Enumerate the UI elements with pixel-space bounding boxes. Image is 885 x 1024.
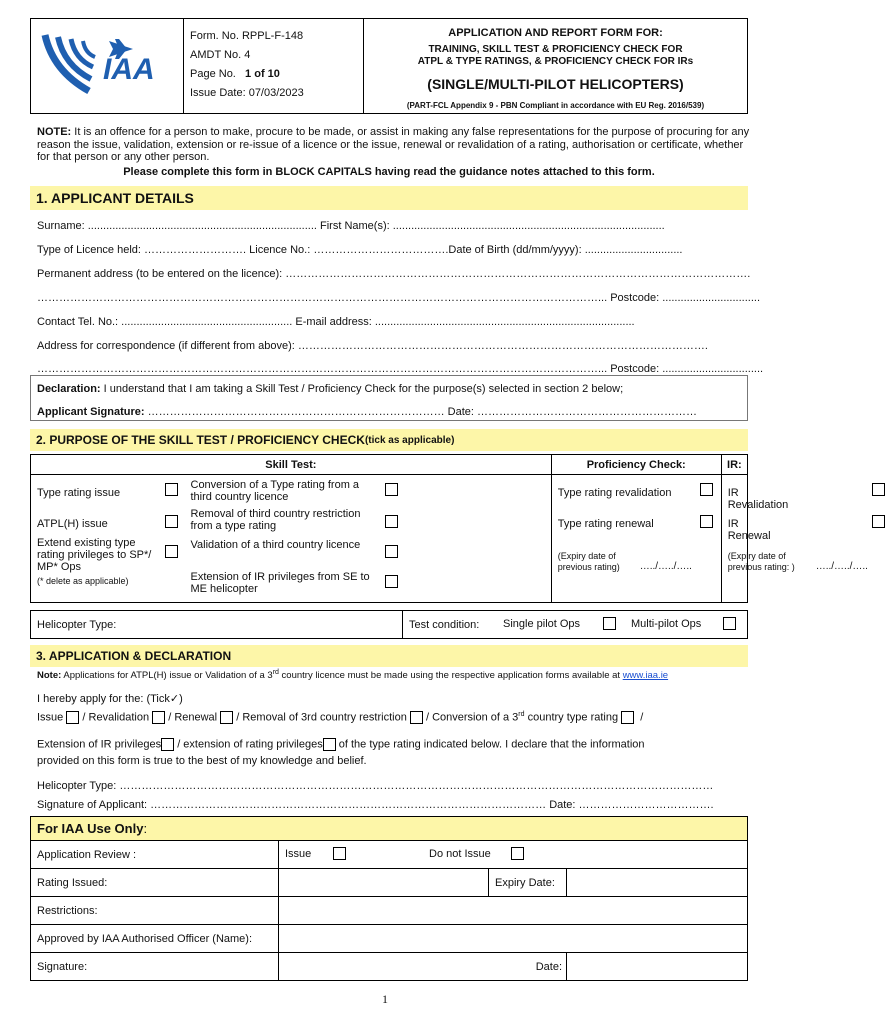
iaa-use-heading: For IAA Use Only: bbox=[31, 817, 748, 841]
type-rating-renewal-checkbox[interactable] bbox=[700, 515, 713, 528]
expiry-date-field[interactable]: …../…../….. bbox=[639, 561, 692, 572]
amendment-number: AMDT No. 4 bbox=[190, 49, 251, 61]
form-subtitle: TRAINING, SKILL TEST & PROFICIENCY CHECK FOR ATPL & TYPE RATINGS, & PROFICIENCY CHECK FOR IRs bbox=[417, 44, 694, 67]
rating-issued-label: Rating Issued: bbox=[31, 869, 279, 897]
test-condition-label: Test condition: bbox=[409, 618, 480, 631]
date-field[interactable] bbox=[567, 953, 748, 981]
type-rating-revalidation-checkbox[interactable] bbox=[700, 483, 713, 496]
conversion-type-rating-checkbox[interactable] bbox=[621, 711, 634, 724]
conversion-label: Conversion of a Type rating from a third country licence bbox=[190, 479, 360, 503]
section-1-heading: 1. APPLICANT DETAILS bbox=[30, 186, 748, 210]
logo-text: IAA bbox=[103, 53, 155, 86]
form-category: (SINGLE/MULTI-PILOT HELICOPTERS) bbox=[427, 76, 684, 92]
type-rating-revalidation-label: Type rating revalidation bbox=[557, 487, 672, 499]
restrictions-field[interactable] bbox=[279, 897, 748, 925]
iaa-logo bbox=[31, 19, 184, 113]
section-3-signature-field[interactable]: Signature of Applicant: ……………………………………………………………………………………………… Date: ………………………………. bbox=[37, 799, 714, 811]
review-do-not-issue-checkbox[interactable] bbox=[511, 847, 524, 860]
application-review-cell: Issue Do not Issue bbox=[279, 841, 748, 869]
page-footer-number: 1 bbox=[382, 992, 388, 1006]
type-rating-issue-checkbox[interactable] bbox=[165, 483, 178, 496]
date-label: Date: bbox=[489, 953, 567, 981]
revalidation-checkbox[interactable] bbox=[152, 711, 165, 724]
approved-by-field[interactable] bbox=[279, 925, 748, 953]
form-meta bbox=[184, 19, 364, 113]
multi-pilot-checkbox[interactable] bbox=[723, 617, 736, 630]
removal-checkbox[interactable] bbox=[385, 515, 398, 528]
extend-privileges-label: Extend existing type rating privileges to SP*/ MP* Ops bbox=[37, 537, 152, 573]
test-condition-cell bbox=[403, 611, 748, 639]
ir-header: IR: bbox=[721, 455, 747, 475]
ir-col bbox=[721, 475, 868, 603]
expiry-date-value[interactable] bbox=[567, 869, 748, 897]
skill-test-header: Skill Test: bbox=[31, 455, 552, 475]
ir-expiry-date-field[interactable]: …../…../….. bbox=[815, 561, 868, 572]
extension-ir-checkbox[interactable] bbox=[385, 575, 398, 588]
extension-ir-privileges-checkbox[interactable] bbox=[161, 738, 174, 751]
validation-label: Validation of a third country licence bbox=[190, 539, 361, 551]
apply-options-row: Issue / Revalidation / Renewal / Removal of 3rd country restriction / Conversion of a 3rd country type rating / bbox=[37, 711, 644, 724]
ir-renewal-label: IR Renewal bbox=[727, 518, 771, 542]
form-header bbox=[30, 18, 748, 114]
iaa-logo-graphic bbox=[31, 19, 183, 115]
ir-revalidation-checkbox[interactable] bbox=[872, 483, 885, 496]
section-3-heading: 3. APPLICATION & DECLARATION bbox=[30, 645, 748, 667]
applicant-signature-field[interactable]: Applicant Signature: ……………………………………………………………………… Date: …………………………………………………… bbox=[37, 406, 698, 418]
issue-date: Issue Date: 07/03/2023 bbox=[190, 87, 304, 99]
form-number: Form. No. RPPL-F-148 bbox=[190, 30, 304, 42]
licence-field[interactable]: Type of Licence held: ………………………. Licence No.: ……………………………….Date of Birth (dd/mm/yyyy): ................................ bbox=[37, 244, 683, 256]
contact-field[interactable]: Contact Tel. No.: ........................................................ E-mail address: ..................................................................................... bbox=[37, 316, 635, 328]
extension-ir-label: Extension of IR privileges from SE to ME helicopter bbox=[190, 571, 370, 595]
correspondence-postcode-field[interactable]: ………………………………………………………………………………………………………………………………………... Postcode: ................................. bbox=[37, 363, 764, 375]
iaa-use-table bbox=[30, 816, 748, 981]
section-3-helicopter-type-field[interactable]: Helicopter Type: ……………………………………………………………………………………………………………………………………………… bbox=[37, 780, 714, 792]
skill-test-col-b bbox=[183, 475, 552, 603]
rating-issued-field[interactable] bbox=[279, 869, 489, 897]
expiry-date-label: Expiry Date: bbox=[489, 869, 567, 897]
extension-rating-privileges-checkbox[interactable] bbox=[323, 738, 336, 751]
section-2-heading: 2. PURPOSE OF THE SKILL TEST / PROFICIENCY CHECK (tick as applicable) bbox=[30, 429, 748, 451]
atpl-issue-checkbox[interactable] bbox=[165, 515, 178, 528]
multi-pilot-label: Multi-pilot Ops bbox=[631, 618, 702, 630]
postcode-field[interactable]: ………………………………………………………………………………………………………………………………………... Postcode: ................................ bbox=[37, 292, 760, 304]
validation-checkbox[interactable] bbox=[385, 545, 398, 558]
conversion-checkbox[interactable] bbox=[385, 483, 398, 496]
ir-expiry-note: (Expiry date of previous rating: ) bbox=[727, 551, 795, 572]
removal-restriction-checkbox[interactable] bbox=[410, 711, 423, 724]
form-title: APPLICATION AND REPORT FORM FOR: bbox=[448, 27, 663, 39]
issue-checkbox[interactable] bbox=[66, 711, 79, 724]
approved-by-label: Approved by IAA Authorised Officer (Name): bbox=[31, 925, 279, 953]
signature-field[interactable] bbox=[279, 953, 489, 981]
page-number: Page No. 1 of 10 bbox=[190, 68, 280, 80]
ir-renewal-checkbox[interactable] bbox=[872, 515, 885, 528]
atpl-issue-label: ATPL(H) issue bbox=[37, 518, 108, 530]
delete-note: (* delete as applicable) bbox=[37, 576, 129, 586]
surname-field[interactable]: Surname: ........................................................................... First Name(s): ......................................................................................... bbox=[37, 220, 665, 232]
correspondence-address-field[interactable]: Address for correspondence (if different from above): …………………………………………………………………………………………………. bbox=[37, 340, 708, 352]
block-capitals-note: Please complete this form in BLOCK CAPITALS having read the guidance notes attached to this form. bbox=[123, 166, 655, 178]
application-review-label: Application Review : bbox=[31, 841, 279, 869]
iaa-website-link[interactable]: www.iaa.ie bbox=[622, 670, 669, 682]
purpose-table bbox=[30, 454, 868, 603]
single-pilot-label: Single pilot Ops bbox=[503, 618, 581, 630]
ir-revalidation-label: IR Revalidation bbox=[727, 487, 789, 511]
extend-privileges-checkbox[interactable] bbox=[165, 545, 178, 558]
declaration-text: Declaration: I understand that I am taking a Skill Test / Proficiency Check for the purpose(s) selected in section 2 below; bbox=[37, 383, 624, 395]
helicopter-type-table bbox=[30, 610, 748, 639]
restrictions-label: Restrictions: bbox=[31, 897, 279, 925]
type-rating-renewal-label: Type rating renewal bbox=[557, 518, 654, 530]
skill-test-col-a bbox=[31, 475, 183, 603]
review-issue-checkbox[interactable] bbox=[333, 847, 346, 860]
permanent-address-field[interactable]: Permanent address (to be entered on the licence): ………………………………………………………………………………………………………………. bbox=[37, 268, 751, 280]
helicopter-type-cell[interactable]: Helicopter Type: bbox=[31, 611, 403, 639]
section-3-note: Note: Applications for ATPL(H) issue or Validation of a 3rd country licence must be made using the respective application forms available at www.iaa.ie bbox=[37, 669, 669, 682]
regulation-note: (PART-FCL Appendix 9 - PBN Compliant in accordance with EU Reg. 2016/539) bbox=[406, 101, 705, 110]
offence-note: NOTE: It is an offence for a person to make, procure to be made, or assist in making any false representations for the purpose of procuring for any reason the issue, validation, extension or re-issue of a licence or the issue, renewal or revalidation of a rating, authorisation or certificate, whether for that person or any other person. bbox=[37, 126, 750, 163]
single-pilot-checkbox[interactable] bbox=[603, 617, 616, 630]
form-title-block bbox=[364, 19, 747, 113]
declaration-continued: provided on this form is true to the best of my knowledge and belief. bbox=[37, 755, 367, 767]
extension-row: Extension of IR privileges / extension of rating privileges of the type rating indicated below. I declare that the information bbox=[37, 738, 645, 751]
apply-for-label: I hereby apply for the: (Tick✓) bbox=[37, 693, 183, 705]
type-rating-issue-label: Type rating issue bbox=[37, 487, 121, 499]
proficiency-col bbox=[551, 475, 721, 603]
signature-label: Signature: bbox=[31, 953, 279, 981]
expiry-note: (Expiry date of previous rating) bbox=[557, 551, 620, 572]
removal-label: Removal of third country restriction from a type rating bbox=[190, 508, 361, 532]
renewal-checkbox[interactable] bbox=[220, 711, 233, 724]
proficiency-check-header: Proficiency Check: bbox=[551, 455, 721, 475]
